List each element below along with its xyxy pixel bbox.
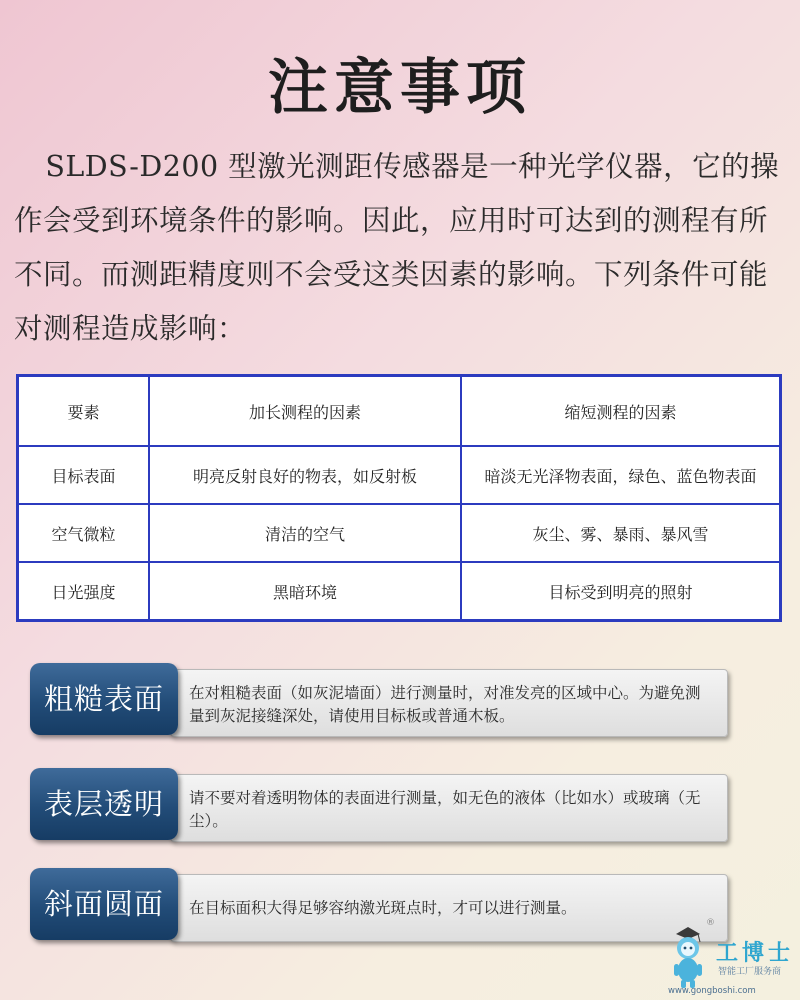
registered-mark: ® (706, 918, 715, 928)
header-extend: 加长测程的因素 (149, 376, 461, 447)
brand-site: www.gongboshi.com (668, 986, 756, 996)
table-cell: 灰尘、雾、暴雨、暴风雪 (461, 504, 781, 562)
page-title: 注意事项 (268, 53, 532, 123)
note-text: 在对粗糙表面（如灰泥墙面）进行测量时，对准发亮的区域中心。为避免测量到灰泥接缝深处，请使用目标板或普通木板。 (189, 684, 701, 725)
mascot-icon (666, 924, 710, 990)
table-cell: 空气微粒 (18, 504, 150, 562)
factors-table (16, 374, 782, 622)
note-transparent-layer (30, 768, 730, 840)
note-label: 表层透明 (30, 768, 178, 840)
note-label: 斜面圆面 (30, 868, 178, 940)
header-shorten: 缩短测程的因素 (461, 376, 781, 447)
note-label: 粗糙表面 (30, 663, 178, 735)
note-text: 请不要对着透明物体的表面进行测量，如无色的液体（比如水）或玻璃（无尘）。 (189, 789, 701, 830)
intro-paragraph: SLDS-D200 型激光测距传感器是一种光学仪器，它的操作会受到环境条件的影响。因此，应用时可达到的测程有所不同。而测距精度则不会受这类因素的影响。下列条件可能对测程造成影响： (14, 150, 780, 345)
table-cell: 日光强度 (18, 562, 150, 621)
table-cell: 清洁的空气 (149, 504, 461, 562)
note-body (170, 774, 728, 842)
table-row (18, 562, 781, 621)
table-cell: 暗淡无光泽物表面，绿色、蓝色物表面 (461, 446, 781, 504)
note-body (170, 669, 728, 737)
brand-name: 工博士 (716, 940, 795, 966)
header-factor: 要素 (18, 376, 150, 447)
table-cell: 目标表面 (18, 446, 150, 504)
table-cell: 黑暗环境 (149, 562, 461, 621)
table-row (18, 446, 781, 504)
note-body (170, 874, 728, 942)
brand-logo (662, 916, 796, 996)
table-header-row (18, 376, 781, 447)
table-cell: 目标受到明亮的照射 (461, 562, 781, 621)
note-text: 在目标面积大得足够容纳激光斑点时，才可以进行测量。 (189, 899, 577, 917)
note-inclined-surface (30, 868, 730, 940)
table-cell: 明亮反射良好的物表，如反射板 (149, 446, 461, 504)
table-row (18, 504, 781, 562)
note-rough-surface (30, 663, 730, 735)
brand-tagline: 智能工厂服务商 (718, 967, 782, 977)
